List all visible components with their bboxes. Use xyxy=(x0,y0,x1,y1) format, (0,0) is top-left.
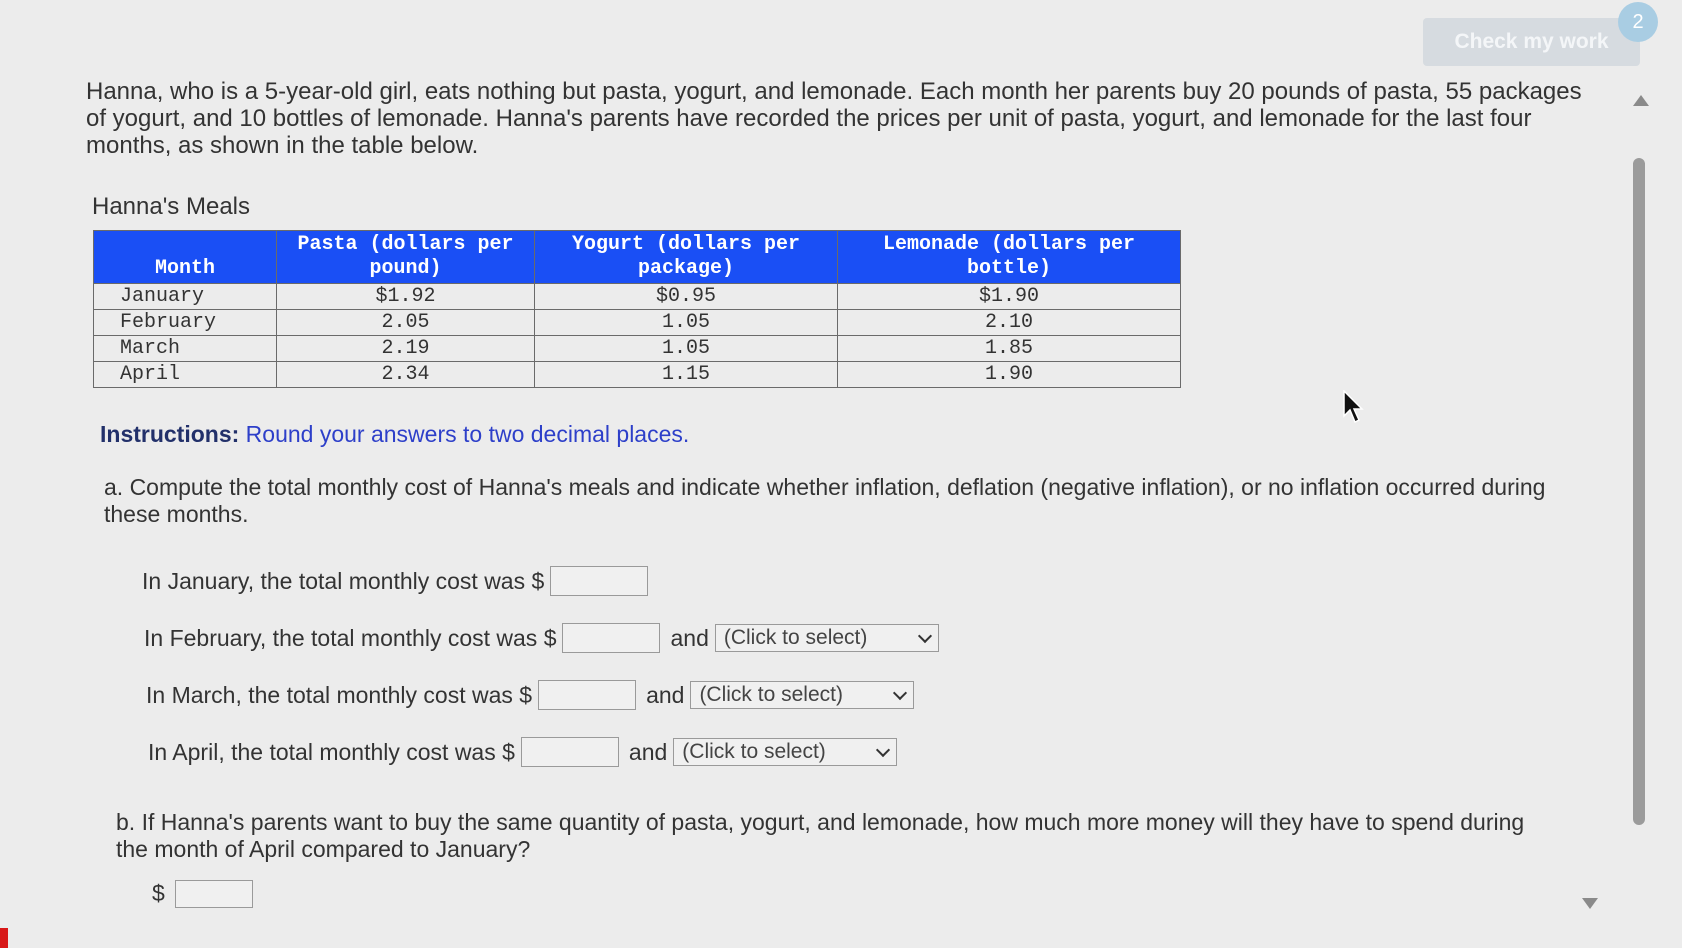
april-cost-input[interactable] xyxy=(521,737,619,767)
february-cost-input[interactable] xyxy=(562,623,660,653)
column-header-lemonade: Lemonade (dollars per bottle) xyxy=(838,231,1181,284)
part-b-currency-label: $ xyxy=(152,880,165,906)
march-cost-input[interactable] xyxy=(538,680,636,710)
april-answer-row xyxy=(148,737,897,767)
march-cost-label: In March, the total monthly cost was $ xyxy=(146,681,533,708)
part-b-prompt: b. If Hanna's parents want to buy the same quantity of pasta, yogurt, and lemonade, how much more money will they have to spend during the month of April compared to January? xyxy=(116,809,1525,862)
january-cost-label: In January, the total monthly cost was $ xyxy=(142,567,545,594)
cell-pasta: $1.92 xyxy=(277,284,535,310)
cell-month: February xyxy=(94,310,277,336)
instructions-label: Instructions: xyxy=(100,421,240,447)
scrollbar-thumb[interactable] xyxy=(1633,158,1645,825)
cell-pasta: 2.05 xyxy=(277,310,535,336)
march-answer-row xyxy=(146,680,914,710)
check-my-work-button[interactable]: Check my work xyxy=(1423,18,1640,66)
cell-month: March xyxy=(94,336,277,362)
cell-yogurt: 1.15 xyxy=(535,362,838,388)
problem-intro: Hanna, who is a 5-year-old girl, eats nothing but pasta, yogurt, and lemonade. Each month her parents buy 20 pounds of pasta, 55 packages of yogurt, and 10 bottles of lemonade. Hanna's parents have recorded the prices per unit of pasta, yogurt, and lemonade for the last four months, as shown in the table below. xyxy=(86,78,1582,159)
cell-month: January xyxy=(94,284,277,310)
meals-price-table xyxy=(93,230,1181,388)
cell-lemonade: 1.90 xyxy=(838,362,1181,388)
cell-month: April xyxy=(94,362,277,388)
instructions xyxy=(100,421,689,448)
column-header-yogurt: Yogurt (dollars per package) xyxy=(535,231,838,284)
cell-lemonade: 1.85 xyxy=(838,336,1181,362)
table-row xyxy=(94,362,1181,388)
and-label: and xyxy=(670,624,709,651)
scroll-up-arrow-icon[interactable] xyxy=(1633,95,1649,106)
table-row xyxy=(94,310,1181,336)
mouse-cursor-icon xyxy=(1343,390,1365,424)
part-b-answer-input[interactable] xyxy=(175,880,253,908)
table-title: Hanna's Meals xyxy=(92,193,250,220)
cell-lemonade: $1.90 xyxy=(838,284,1181,310)
part-a-prompt: a. Compute the total monthly cost of Hanna's meals and indicate whether inflation, deflation (negative inflation), or no inflation occurred during these months. xyxy=(104,474,1546,527)
february-answer-row xyxy=(144,623,939,653)
select-value: (Click to select) xyxy=(699,683,843,706)
table-row xyxy=(94,336,1181,362)
april-cost-label: In April, the total monthly cost was $ xyxy=(148,738,515,765)
february-inflation-select[interactable] xyxy=(715,624,939,652)
january-answer-row xyxy=(142,566,648,596)
attempts-badge: 2 xyxy=(1618,2,1658,42)
table-row xyxy=(94,284,1181,310)
april-inflation-select[interactable] xyxy=(673,738,897,766)
cell-yogurt: 1.05 xyxy=(535,336,838,362)
column-header-pasta: Pasta (dollars per pound) xyxy=(277,231,535,284)
cell-lemonade: 2.10 xyxy=(838,310,1181,336)
cell-yogurt: 1.05 xyxy=(535,310,838,336)
chevron-down-icon xyxy=(893,685,907,699)
instructions-text: Round your answers to two decimal places. xyxy=(245,421,690,447)
table-header-row xyxy=(94,231,1181,284)
march-inflation-select[interactable] xyxy=(690,681,914,709)
cell-pasta: 2.34 xyxy=(277,362,535,388)
cell-yogurt: $0.95 xyxy=(535,284,838,310)
select-value: (Click to select) xyxy=(682,740,826,763)
chevron-down-icon xyxy=(918,628,932,642)
and-label: and xyxy=(646,681,685,708)
select-value: (Click to select) xyxy=(723,626,868,649)
scroll-down-arrow-icon[interactable] xyxy=(1582,898,1598,909)
and-label: and xyxy=(628,738,668,765)
january-cost-input[interactable] xyxy=(550,566,648,596)
chevron-down-icon xyxy=(876,742,890,756)
edge-marker xyxy=(0,928,8,948)
cell-pasta: 2.19 xyxy=(277,336,535,362)
february-cost-label: In February, the total monthly cost was $ xyxy=(144,624,557,651)
column-header-month: Month xyxy=(94,231,277,284)
